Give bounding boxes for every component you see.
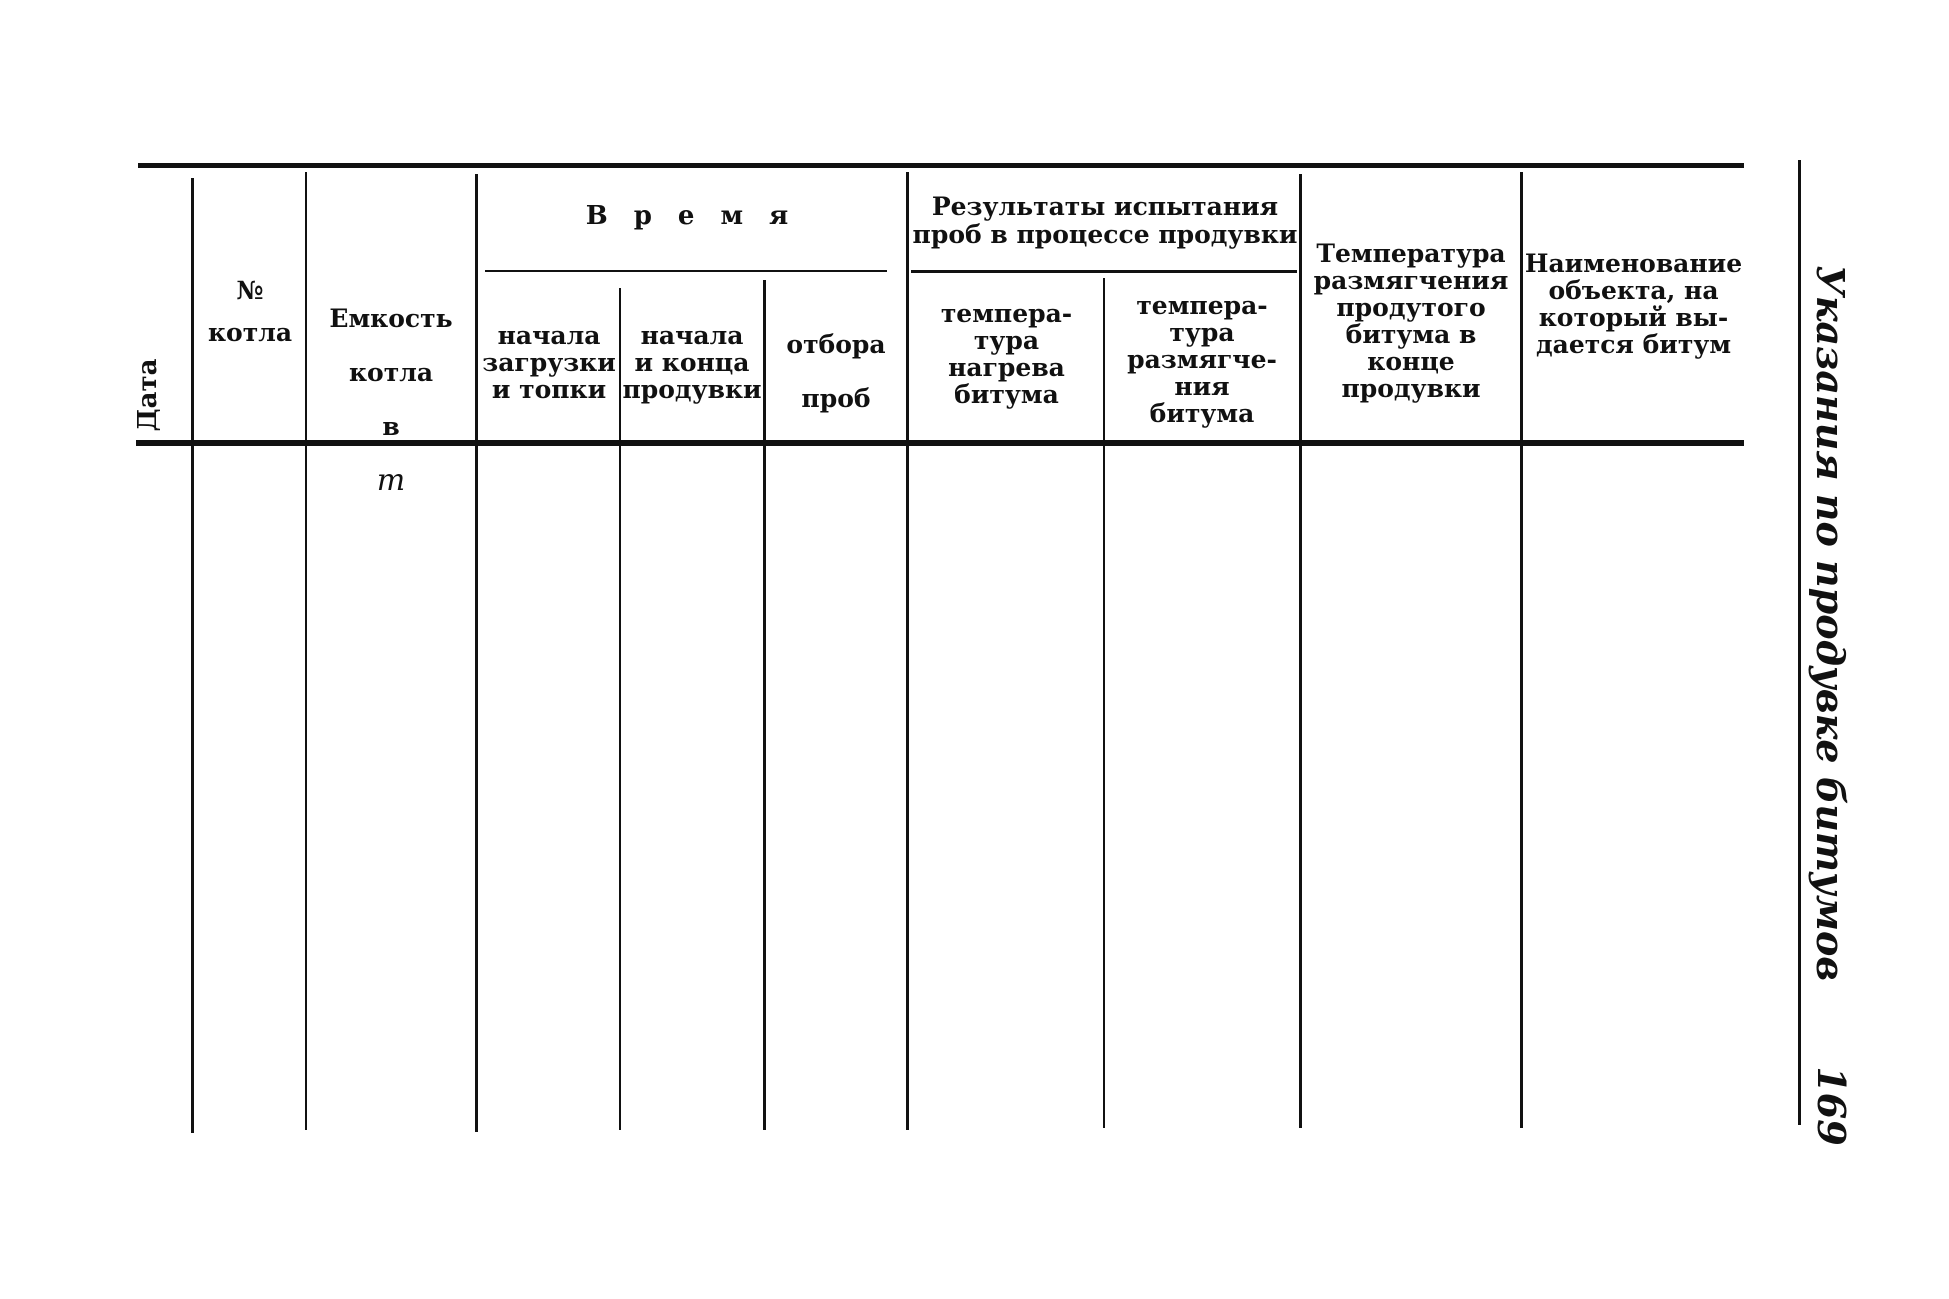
header-capacity	[310, 238, 472, 509]
header-boiler-number: № котла	[207, 276, 293, 347]
results-group-rule	[911, 270, 1297, 273]
column-divider	[475, 174, 478, 1132]
header-softening-temp: темпера- тура размягче- ния битума	[1127, 291, 1277, 428]
column-divider	[906, 172, 909, 1130]
column-divider	[191, 178, 194, 1133]
table-top-rule	[138, 163, 1744, 168]
margin-rule	[1798, 160, 1801, 1125]
header-heating-temp: темпера- тура нагрева битума	[940, 299, 1073, 409]
header-date: Дата	[133, 358, 163, 432]
header-results-group: Результаты испытания проб в процессе продувки	[912, 192, 1298, 249]
column-divider	[619, 288, 621, 1130]
header-capacity-label: Емкость котла в	[329, 304, 453, 441]
page-number: 169	[1809, 1066, 1854, 1146]
header-object-name: Наименование объекта, на который вы- дается битум	[1524, 249, 1743, 359]
time-group-rule	[485, 270, 887, 272]
header-time-blow: начала и конца продувки	[622, 321, 762, 404]
running-title: Указания по продувке битумов	[1808, 265, 1853, 982]
column-divider	[305, 172, 307, 1130]
header-time-group: Время	[585, 201, 815, 231]
header-capacity-unit: т	[376, 463, 406, 498]
header-final-softening: Температура размягчения продутого битума в конце продувки	[1313, 239, 1509, 403]
header-time-sample: отбора проб	[786, 330, 886, 413]
header-time-load-start: начала загрузки и топки	[482, 321, 616, 404]
